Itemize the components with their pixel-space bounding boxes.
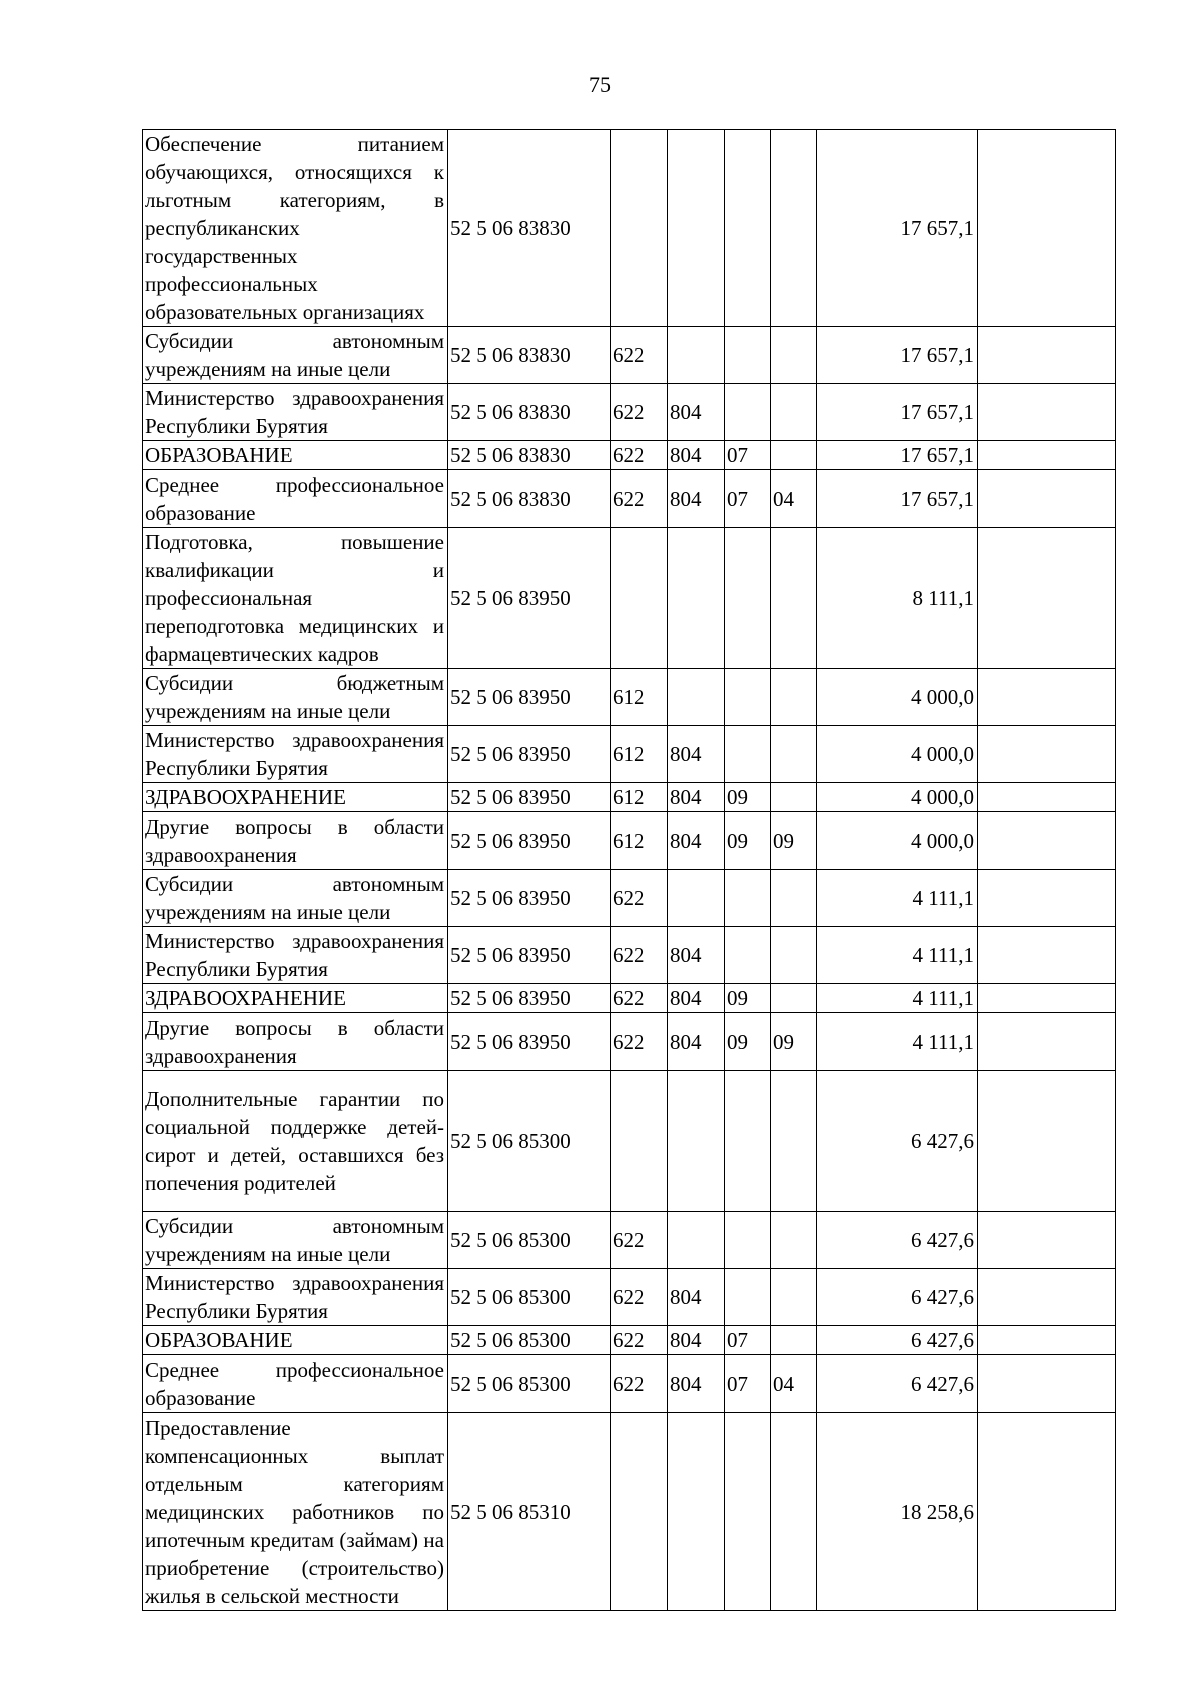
cell-expense-type: 622 xyxy=(611,1013,668,1071)
cell-subsection xyxy=(771,783,817,812)
cell-amount: 17 657,1 xyxy=(817,384,978,441)
cell-expense-type: 612 xyxy=(611,783,668,812)
cell-section xyxy=(725,384,771,441)
cell-amount: 17 657,1 xyxy=(817,441,978,470)
cell-ministry-code xyxy=(668,870,725,927)
cell-name: Субсидии бюджетным учреждениям на иные цели xyxy=(143,669,448,726)
cell-section xyxy=(725,870,771,927)
cell-subsection xyxy=(771,528,817,669)
cell-name: Подготовка, повышение квалификации и профессиональная переподготовка медицинских и фармацевтических кадров xyxy=(143,528,448,669)
cell-ministry-code xyxy=(668,1071,725,1212)
budget-table xyxy=(142,129,1116,1611)
cell-expense-type xyxy=(611,1071,668,1212)
cell-ministry-code: 804 xyxy=(668,384,725,441)
cell-expense-type: 622 xyxy=(611,984,668,1013)
cell-empty xyxy=(978,783,1116,812)
cell-section: 09 xyxy=(725,783,771,812)
cell-target-code: 52 5 06 83950 xyxy=(448,1013,611,1071)
cell-empty xyxy=(978,984,1116,1013)
cell-expense-type: 612 xyxy=(611,669,668,726)
table-row xyxy=(143,783,1116,812)
cell-ministry-code: 804 xyxy=(668,1326,725,1355)
cell-target-code: 52 5 06 83950 xyxy=(448,528,611,669)
table-row xyxy=(143,470,1116,528)
cell-subsection xyxy=(771,726,817,783)
cell-empty xyxy=(978,327,1116,384)
cell-name: Другие вопросы в области здравоохранения xyxy=(143,812,448,870)
cell-target-code: 52 5 06 83830 xyxy=(448,384,611,441)
cell-subsection xyxy=(771,1413,817,1611)
cell-target-code: 52 5 06 85300 xyxy=(448,1071,611,1212)
table-row xyxy=(143,984,1116,1013)
cell-subsection xyxy=(771,984,817,1013)
cell-amount: 17 657,1 xyxy=(817,130,978,327)
cell-expense-type xyxy=(611,130,668,327)
cell-name: ЗДРАВООХРАНЕНИЕ xyxy=(143,984,448,1013)
table-row xyxy=(143,1071,1116,1212)
cell-subsection xyxy=(771,441,817,470)
cell-ministry-code: 804 xyxy=(668,927,725,984)
cell-ministry-code: 804 xyxy=(668,470,725,528)
cell-name: Министерство здравоохранения Республики Бурятия xyxy=(143,726,448,783)
cell-name: Среднее профессиональное образование xyxy=(143,470,448,528)
cell-empty xyxy=(978,470,1116,528)
cell-target-code: 52 5 06 83950 xyxy=(448,669,611,726)
cell-name: Субсидии автономным учреждениям на иные цели xyxy=(143,327,448,384)
table-row xyxy=(143,726,1116,783)
page-number: 75 xyxy=(589,72,611,97)
cell-amount: 6 427,6 xyxy=(817,1269,978,1326)
cell-section: 09 xyxy=(725,984,771,1013)
cell-amount: 4 000,0 xyxy=(817,669,978,726)
cell-amount: 6 427,6 xyxy=(817,1071,978,1212)
cell-subsection xyxy=(771,669,817,726)
cell-target-code: 52 5 06 83950 xyxy=(448,726,611,783)
cell-name: Другие вопросы в области здравоохранения xyxy=(143,1013,448,1071)
cell-name: Министерство здравоохранения Республики Бурятия xyxy=(143,384,448,441)
cell-ministry-code xyxy=(668,327,725,384)
cell-subsection: 04 xyxy=(771,470,817,528)
cell-amount: 6 427,6 xyxy=(817,1212,978,1269)
cell-ministry-code: 804 xyxy=(668,1013,725,1071)
cell-ministry-code: 804 xyxy=(668,726,725,783)
cell-section xyxy=(725,1413,771,1611)
cell-subsection xyxy=(771,130,817,327)
cell-empty xyxy=(978,812,1116,870)
cell-section xyxy=(725,669,771,726)
cell-empty xyxy=(978,927,1116,984)
cell-amount: 4 111,1 xyxy=(817,1013,978,1071)
cell-expense-type: 612 xyxy=(611,726,668,783)
cell-expense-type: 622 xyxy=(611,441,668,470)
cell-amount: 17 657,1 xyxy=(817,327,978,384)
cell-target-code: 52 5 06 85300 xyxy=(448,1355,611,1413)
cell-expense-type: 622 xyxy=(611,1269,668,1326)
cell-subsection xyxy=(771,1212,817,1269)
table-row xyxy=(143,1355,1116,1413)
cell-section xyxy=(725,927,771,984)
cell-target-code: 52 5 06 83950 xyxy=(448,927,611,984)
cell-subsection xyxy=(771,1269,817,1326)
cell-ministry-code xyxy=(668,130,725,327)
cell-subsection: 09 xyxy=(771,1013,817,1071)
table-row xyxy=(143,130,1116,327)
table-row xyxy=(143,327,1116,384)
cell-target-code: 52 5 06 83950 xyxy=(448,783,611,812)
cell-expense-type xyxy=(611,1413,668,1611)
cell-section: 07 xyxy=(725,1355,771,1413)
cell-target-code: 52 5 06 83830 xyxy=(448,441,611,470)
cell-target-code: 52 5 06 85300 xyxy=(448,1269,611,1326)
cell-target-code: 52 5 06 83830 xyxy=(448,470,611,528)
cell-ministry-code xyxy=(668,669,725,726)
cell-empty xyxy=(978,1269,1116,1326)
cell-subsection xyxy=(771,927,817,984)
cell-ministry-code xyxy=(668,528,725,669)
cell-expense-type: 622 xyxy=(611,927,668,984)
cell-ministry-code: 804 xyxy=(668,783,725,812)
cell-amount: 4 111,1 xyxy=(817,927,978,984)
cell-subsection xyxy=(771,1071,817,1212)
cell-target-code: 52 5 06 85300 xyxy=(448,1212,611,1269)
cell-target-code: 52 5 06 83950 xyxy=(448,984,611,1013)
cell-name: ОБРАЗОВАНИЕ xyxy=(143,441,448,470)
cell-ministry-code xyxy=(668,1212,725,1269)
cell-expense-type: 612 xyxy=(611,812,668,870)
cell-section: 07 xyxy=(725,441,771,470)
cell-section: 07 xyxy=(725,1326,771,1355)
cell-ministry-code: 804 xyxy=(668,1355,725,1413)
cell-target-code: 52 5 06 83950 xyxy=(448,870,611,927)
cell-empty xyxy=(978,441,1116,470)
cell-name: Среднее профессиональное образование xyxy=(143,1355,448,1413)
cell-name: Субсидии автономным учреждениям на иные цели xyxy=(143,870,448,927)
cell-section: 09 xyxy=(725,1013,771,1071)
table-row xyxy=(143,870,1116,927)
cell-amount: 4 000,0 xyxy=(817,726,978,783)
cell-subsection xyxy=(771,870,817,927)
cell-empty xyxy=(978,1413,1116,1611)
cell-amount: 18 258,6 xyxy=(817,1413,978,1611)
table-row xyxy=(143,441,1116,470)
cell-subsection xyxy=(771,327,817,384)
cell-empty xyxy=(978,528,1116,669)
cell-ministry-code xyxy=(668,1413,725,1611)
cell-amount: 17 657,1 xyxy=(817,470,978,528)
cell-section: 07 xyxy=(725,470,771,528)
cell-section xyxy=(725,1071,771,1212)
cell-amount: 4 000,0 xyxy=(817,812,978,870)
cell-empty xyxy=(978,1071,1116,1212)
cell-expense-type xyxy=(611,528,668,669)
cell-expense-type: 622 xyxy=(611,1355,668,1413)
cell-empty xyxy=(978,870,1116,927)
table-row xyxy=(143,1326,1116,1355)
cell-section xyxy=(725,130,771,327)
cell-ministry-code: 804 xyxy=(668,812,725,870)
table-row xyxy=(143,384,1116,441)
cell-name: ОБРАЗОВАНИЕ xyxy=(143,1326,448,1355)
table-row xyxy=(143,669,1116,726)
table-row xyxy=(143,812,1116,870)
cell-ministry-code: 804 xyxy=(668,441,725,470)
table-row xyxy=(143,1212,1116,1269)
cell-section xyxy=(725,327,771,384)
cell-subsection: 09 xyxy=(771,812,817,870)
cell-name: Субсидии автономным учреждениям на иные цели xyxy=(143,1212,448,1269)
cell-name: Предоставление компенсационных выплат отдельным категориям медицинских работников по ипотечным кредитам (займам) на приобретение (строительство) жилья в сельской местности xyxy=(143,1413,448,1611)
table-body xyxy=(143,130,1116,1611)
table-row xyxy=(143,528,1116,669)
cell-target-code: 52 5 06 83830 xyxy=(448,130,611,327)
cell-amount: 6 427,6 xyxy=(817,1355,978,1413)
cell-empty xyxy=(978,726,1116,783)
cell-empty xyxy=(978,1355,1116,1413)
cell-ministry-code: 804 xyxy=(668,1269,725,1326)
cell-empty xyxy=(978,384,1116,441)
cell-target-code: 52 5 06 85300 xyxy=(448,1326,611,1355)
cell-empty xyxy=(978,1326,1116,1355)
table-row xyxy=(143,1413,1116,1611)
cell-expense-type: 622 xyxy=(611,1326,668,1355)
cell-expense-type: 622 xyxy=(611,327,668,384)
cell-empty xyxy=(978,1212,1116,1269)
table-row xyxy=(143,927,1116,984)
cell-amount: 4 000,0 xyxy=(817,783,978,812)
cell-amount: 4 111,1 xyxy=(817,870,978,927)
cell-expense-type: 622 xyxy=(611,384,668,441)
cell-name: Обеспечение питанием обучающихся, относящихся к льготным категориям, в республиканских государственных профессиональных образовательных организациях xyxy=(143,130,448,327)
cell-expense-type: 622 xyxy=(611,1212,668,1269)
table-row xyxy=(143,1013,1116,1071)
cell-subsection xyxy=(771,384,817,441)
cell-target-code: 52 5 06 85310 xyxy=(448,1413,611,1611)
cell-target-code: 52 5 06 83830 xyxy=(448,327,611,384)
cell-section xyxy=(725,1269,771,1326)
cell-section: 09 xyxy=(725,812,771,870)
cell-amount: 6 427,6 xyxy=(817,1326,978,1355)
cell-expense-type: 622 xyxy=(611,470,668,528)
cell-empty xyxy=(978,1013,1116,1071)
cell-empty xyxy=(978,669,1116,726)
cell-subsection xyxy=(771,1326,817,1355)
cell-amount: 4 111,1 xyxy=(817,984,978,1013)
cell-amount: 8 111,1 xyxy=(817,528,978,669)
cell-section xyxy=(725,726,771,783)
cell-expense-type: 622 xyxy=(611,870,668,927)
cell-subsection: 04 xyxy=(771,1355,817,1413)
cell-section xyxy=(725,1212,771,1269)
cell-name: Дополнительные гарантии по социальной поддержке детей-сирот и детей, оставшихся без попечения родителей xyxy=(143,1071,448,1212)
cell-name: ЗДРАВООХРАНЕНИЕ xyxy=(143,783,448,812)
cell-ministry-code: 804 xyxy=(668,984,725,1013)
cell-empty xyxy=(978,130,1116,327)
cell-section xyxy=(725,528,771,669)
cell-name: Министерство здравоохранения Республики Бурятия xyxy=(143,1269,448,1326)
cell-target-code: 52 5 06 83950 xyxy=(448,812,611,870)
cell-name: Министерство здравоохранения Республики Бурятия xyxy=(143,927,448,984)
table-row xyxy=(143,1269,1116,1326)
